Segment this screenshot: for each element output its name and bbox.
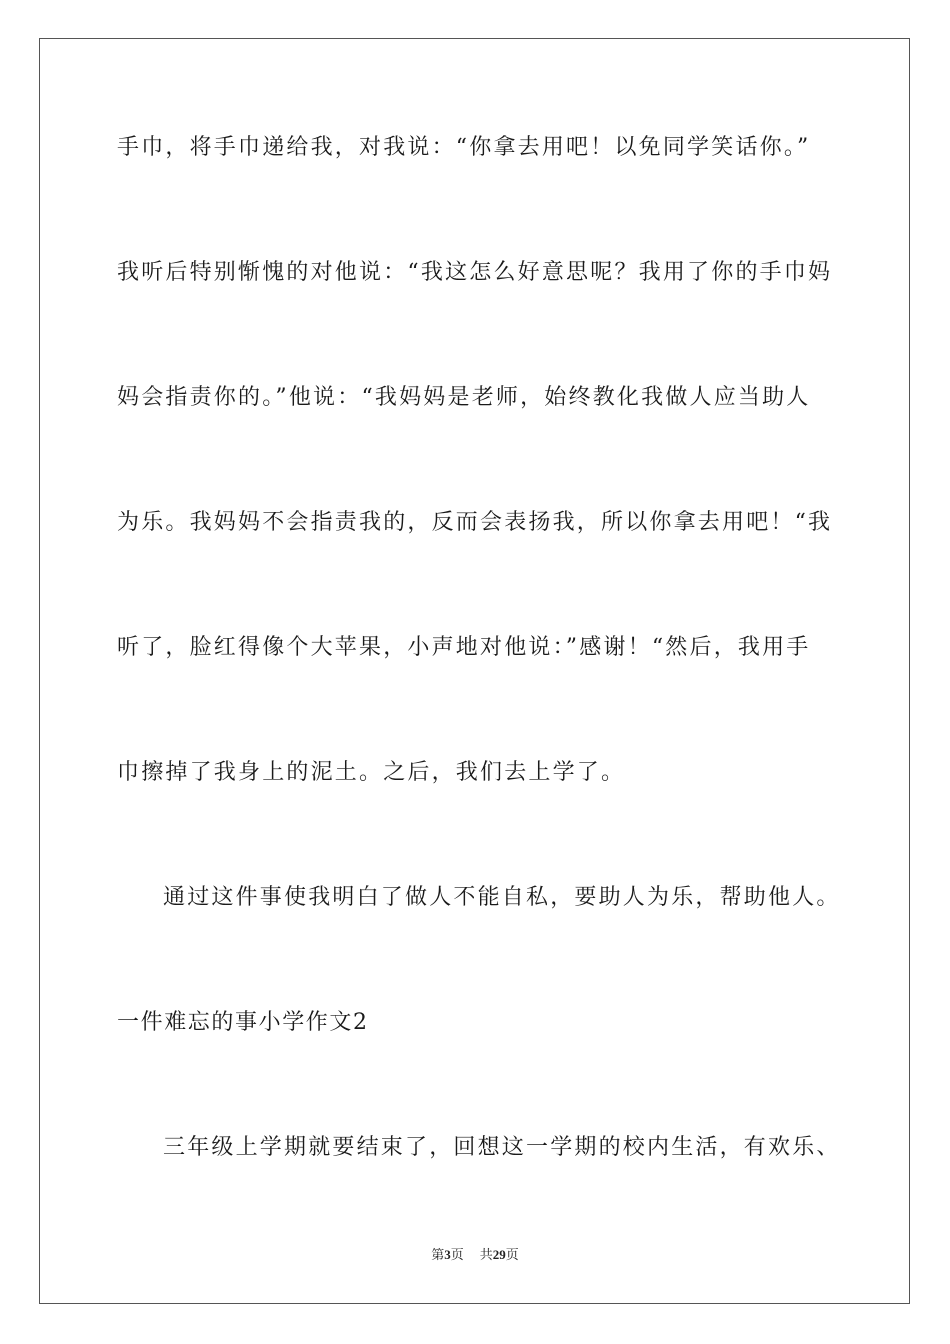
paragraph-line-5: 听了，脸红得像个大苹果，小声地对他说：”感谢！“然后，我用手 xyxy=(117,635,811,660)
paragraph-line-8: 三年级上学期就要结束了，回想这一学期的校内生活，有欢乐、 xyxy=(163,1135,841,1160)
paragraph-line-1: 手巾，将手巾递给我，对我说：“你拿去用吧！以免同学笑话你。” xyxy=(117,135,811,160)
paragraph-line-4: 为乐。我妈妈不会指责我的，反而会表扬我，所以你拿去用吧！“我 xyxy=(117,510,833,535)
paragraph-line-7: 通过这件事使我明白了做人不能自私，要助人为乐，帮助他人。 xyxy=(163,885,841,910)
footer-total-pages: 29 xyxy=(492,1247,506,1262)
page-footer xyxy=(0,1246,950,1265)
footer-page-number: 3 xyxy=(444,1247,451,1262)
page-frame xyxy=(39,38,910,1304)
paragraph-line-3: 妈会指责你的。”他说：“我妈妈是老师，始终教化我做人应当助人 xyxy=(117,385,811,410)
paragraph-line-2: 我听后特别惭愧的对他说：“我这怎么好意思呢？我用了你的手巾妈 xyxy=(117,260,833,285)
footer-total-suffix: 页 xyxy=(505,1248,519,1263)
footer-page-prefix: 第 xyxy=(431,1248,445,1263)
paragraph-line-6: 巾擦掉了我身上的泥土。之后，我们去上学了。 xyxy=(117,760,626,785)
footer-page-suffix: 页 xyxy=(450,1248,464,1263)
footer-total-prefix: 共 xyxy=(479,1248,493,1263)
section-heading: 一件难忘的事小学作文2 xyxy=(117,1010,369,1035)
